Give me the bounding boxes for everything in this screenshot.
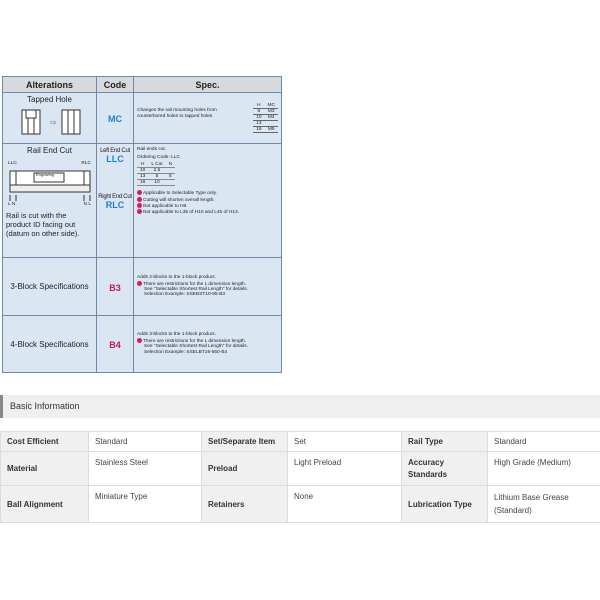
tapped-hole-name: Tapped Hole (27, 95, 72, 104)
info-key: Cost Efficient (1, 432, 89, 452)
b3-code: B3 (109, 282, 121, 293)
cut-th: H (137, 162, 148, 168)
info-value: Stainless Steel (89, 452, 202, 486)
not-applicable-icon (137, 209, 142, 214)
b4-spec-cell (134, 316, 282, 373)
tapped-cell: M4 (265, 115, 278, 121)
cut-cell: 10 (137, 168, 148, 174)
basic-information-table (0, 431, 600, 523)
rail-end-cut-note-2: Cutting will shorten overall length. (137, 197, 278, 203)
info-value: Light Preload (288, 452, 402, 486)
tapped-cell: 16 (253, 127, 264, 133)
basic-information-header (0, 395, 600, 418)
tapped-hole-code-cell (97, 93, 134, 144)
info-key: Retainers (202, 486, 288, 523)
rail-end-cut-ordering: Ordering Code: LLC (137, 154, 180, 160)
info-value: High Grade (Medium) (488, 452, 600, 486)
tapped-th-h: H (253, 103, 264, 109)
svg-text:⇨: ⇨ (49, 118, 57, 127)
rail-end-cut-code-cell (97, 144, 134, 258)
header-code: Code (97, 77, 134, 93)
b3-spec-cell (134, 258, 282, 316)
tapped-hole-table (253, 103, 278, 133)
b3-name: 3-Block Specifications (10, 282, 89, 291)
tapped-hole-diagram (10, 107, 90, 137)
b4-name-cell (3, 316, 97, 373)
rail-end-cut-table (137, 162, 175, 186)
cut-cell: 16 (137, 180, 148, 186)
b3-line-1: Adds 2-blocks to the 1-block product. (137, 274, 216, 280)
tapped-cell: 10 (253, 115, 264, 121)
tapped-cell: M3 (265, 109, 278, 115)
table-row (1, 432, 600, 452)
left-end-cut-label: Left End Cut (100, 148, 130, 154)
info-value: Standard (89, 432, 202, 452)
left-end-cut-code: LLC (106, 154, 124, 164)
b4-name: 4-Block Specifications (10, 339, 89, 349)
diagram-llc-label: LLC (8, 161, 17, 166)
diagram-l-left: L N (8, 202, 16, 207)
caution-icon (137, 281, 142, 286)
b3-name-cell (3, 258, 97, 316)
rail-end-cut-note-3: Not applicable to H8. (137, 203, 278, 209)
cut-cell: 13 (137, 174, 148, 180)
info-key: Accuracy Standards (402, 452, 488, 486)
info-key: Material (1, 452, 89, 486)
not-applicable-icon (137, 203, 142, 208)
diagram-engraving-label: Engraving (36, 172, 55, 177)
alterations-table (2, 76, 282, 373)
tapped-cell: 13 (253, 121, 264, 127)
rail-end-cut-note-4: Not applicable to L35 of H10 and L45 of H13. (137, 209, 278, 215)
b4-line-1: Adds 3-blocks to the 1-block product. (137, 332, 216, 338)
b4-line-3: See "Selectable Shortest Rail Length" for details. (144, 344, 248, 350)
info-value: Set (288, 432, 402, 452)
right-end-cut-label: Right End Cut (98, 194, 132, 200)
b3-line-4: Selection Example: SSEBST10-95-B3 (144, 292, 226, 298)
b3-code-cell (97, 258, 134, 316)
header-spec: Spec. (134, 77, 282, 93)
info-key: Preload (202, 452, 288, 486)
b4-code: B4 (109, 340, 121, 350)
rail-end-cut-spec-title: Rail ends cut. (137, 147, 167, 152)
rail-end-cut-name: Rail End Cut (27, 146, 72, 155)
cut-cell: 5 (166, 174, 175, 180)
cut-cell: 10 (148, 180, 165, 186)
rail-end-cut-spec-cell (134, 144, 282, 258)
cut-cell: 2.5 (148, 168, 165, 174)
table-row (1, 486, 600, 523)
rail-end-cut-diagram (6, 165, 94, 205)
info-key: Rail Type (402, 432, 488, 452)
rail-end-cut-note-1: Applicable to Selectable Type only. (137, 190, 278, 196)
cut-th: L Cut (148, 162, 165, 168)
table-row (1, 452, 600, 486)
info-key: Set/Separate Item (202, 432, 288, 452)
tapped-cell: M5 (265, 127, 278, 133)
b4-line-2: There are restrictions for the L dimension length. (137, 338, 278, 344)
info-value: Miniature Type (89, 486, 202, 523)
caution-icon (137, 338, 142, 343)
cut-cell (166, 180, 175, 186)
caution-icon (137, 197, 142, 202)
cut-cell: 5 (148, 174, 165, 180)
diagram-l-right: N L (83, 202, 91, 207)
tapped-hole-spec-cell (134, 93, 282, 144)
basic-information-title: Basic Information (10, 401, 80, 411)
tapped-hole-cell (3, 93, 97, 144)
b3-line-2: There are restrictions for the L dimension length. (137, 281, 278, 287)
tapped-hole-spec: Changes the rail mounting holes from counterbored holes to tapped holes. (137, 108, 217, 119)
b4-code-cell (97, 316, 134, 373)
tapped-cell: 8 (253, 109, 264, 115)
rail-end-cut-cell (3, 144, 97, 258)
info-value: Standard (488, 432, 600, 452)
info-key: Ball Alignment (1, 486, 89, 523)
b3-line-3: See "Selectable Shortest Rail Length" for details. (144, 286, 248, 292)
tapped-th-mc: MC (265, 103, 278, 109)
right-end-cut-code: RLC (105, 200, 125, 210)
caution-icon (137, 190, 142, 195)
rail-end-cut-note: Rail is cut with the product ID facing out (datum on other side). (6, 211, 80, 238)
diagram-rlc-label: RLC (81, 161, 91, 166)
header-alterations: Alterations (3, 77, 97, 93)
b4-line-4: Selection Example: SSELBT16-550-B4 (144, 349, 228, 355)
tapped-hole-code: MC (108, 114, 122, 124)
info-key: Lubrication Type (402, 486, 488, 523)
info-value: None (288, 486, 402, 523)
info-value: Lithium Base Grease (Standard) (488, 486, 600, 523)
cut-th: N (166, 162, 175, 168)
